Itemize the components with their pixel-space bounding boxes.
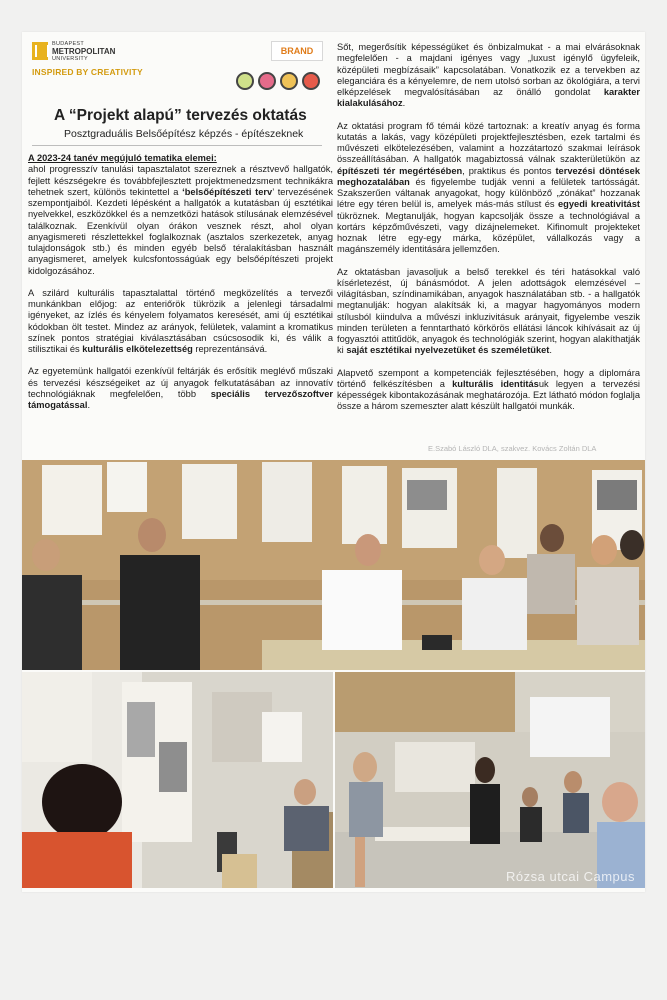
text-run: Alapvető szempont a kompetenciák fejlesztésében, hogy a diplomára történő felkészítésben a (337, 367, 640, 389)
bold-text: tervezési döntések meghozatalában (337, 165, 640, 187)
text-run: uk legyen a tervezési képességek kibontakozásának meghatározója. Ezt látható módon foglalja össze a három szemeszter alatt készült hallgatói munkák. (337, 378, 640, 412)
brand-circles-graphic (234, 68, 326, 96)
bold-text: speciális tervezőszoftver támogatással (28, 388, 333, 410)
text-run: A szilárd kulturális tapasztalattal történő megközelítés a tervezői munkánkban előjog: az enteriőrök tükrözik a jelenlegi társadalmi igényeket, az ízlés és kényelem folyamatos keresését, ami új esztétikai kódokban ölt testet. Mindez az arányok, felületek, valamint a kromatikus színek pontos stratégiai kiválasztásában csúcsosodik ki, és válik a stilisztikai és (28, 287, 333, 354)
page-subtitle: Posztgraduális Belsőépítész képzés - építészeknek (64, 128, 304, 140)
section-heading: A 2023-24 tanév megújuló tematika elemei: (28, 153, 217, 163)
circle-icon (236, 72, 254, 90)
text-run: ’ tervezésének szempontjaiból. Kezdeti lépésként a hallgatók a kutatásban új esztétikai nyelvekkel, eszközökkel és a nemzetközi hatások stílusának elemzésével találkoznak. Ezenkívül olyan órákon vesznek részt, ahol olyan anyagismereti részlettekkel foglalkoznak (asztalos szerkezetek, anyag tulajdonságok stb.) és minden egyéb belső téralakításban használt anyagismeret, amelyek kulcsfontosságúak egy belsőépítészeti projekt kidolgozásához. (28, 186, 333, 276)
text-run: . (87, 400, 91, 410)
bold-text: kulturális identitás (452, 378, 539, 389)
circle-icon (258, 72, 276, 90)
bold-text: építészeti tér megértésében (337, 165, 463, 176)
text-run: és figyelembe tudják venni a felületek tartósságát. Szakszerűen váltanak anyagokat, hogy különböző „zónákat” hozzanak létre egy téren belül is, amelyek más-más stílust és (337, 176, 640, 210)
photo-watermark: Rózsa utcai Campus (506, 869, 635, 884)
right-text-column (337, 42, 640, 424)
text-run: , praktikus és pontos (462, 165, 556, 176)
paragraph (337, 42, 640, 110)
title-divider (32, 145, 322, 146)
university-logo-mark-icon (32, 42, 48, 60)
studio-photo-right (335, 672, 645, 888)
university-logo (32, 40, 143, 80)
paragraph (337, 121, 640, 256)
bold-text: saját esztétikai nyelvezetüket és személetüket (346, 345, 550, 356)
left-text-column (28, 153, 333, 422)
bold-text: karakter kialakulásához (337, 87, 640, 109)
text-run: Az oktatásban javasoljuk a belső terekkel és téri hatásokkal való kísérletezést, új bánásmódot. A jelen adottságok elemzésével – világításban, színdinamikában, anyagok használatában stb. - a hallgatók megtanulják: hogyan alakítsák ki, a magyar hagyományos modern stílusból kiindulva a művészi inkluzivitásuk arányait, figyelembe veszik minden területen a fenntartható körkörös ellátási láncok kihívásait az új fogyasztói attitűdök, anyagok és technológiák szerint, hogyan alakíthatják ki (337, 266, 640, 356)
poster (22, 32, 645, 892)
author-credit: E.Szabó László DLA, szakvez. Kovács Zoltán DLA (428, 444, 597, 453)
circle-icon (302, 72, 320, 90)
classroom-photo-illustration (22, 460, 645, 670)
studio-photo-left-illustration (22, 672, 333, 888)
paragraph (337, 267, 640, 357)
bold-text: egyedi kreativitást (558, 199, 640, 210)
logo-line-metropolitan: METROPOLITAN (52, 47, 116, 56)
text-run: Sőt, megerősítik képességüket és önbizalmukat - a mai elvárásoknak megfelelően - a majdani igényes vagy „luxust igénylő ügyfeleik, középületi megbízásaik” kapcsolatában. Vonatkozik ez a tervekben az eleganciára és a kényelemre, de nem utolsó sorban az ökológiára, a tervi elképzelések megvalósításában az önálló gondolat (337, 42, 640, 97)
text-run: . (402, 98, 406, 109)
text-run: Az oktatási program fő témái közé tartoznak: a kreatív anyag és forma kutatás a lakás, vagy középületi projektfejlesztésben, ezek tartalmi és művészeti elkötelezésében, valamint a hozzátartozó szakmai leírások összeállításában. A hallgatók magabiztossá válnak szakterületükön az (337, 120, 640, 165)
text-run: Az egyetemünk hallgatói ezenkívül feltárják és erősítik meglévő műszaki és tervezési készségeiket az új anyagok felkutatásában az innovatív technológiáknak megfelelően, több (28, 366, 333, 399)
text-run: . (549, 345, 552, 356)
text-run: reprezentánsává. (192, 344, 268, 354)
text-run: ahol progresszív tanulási tapasztalatot szereznek a résztvevő hallgatók, fejlett készségekre és továbbfejlesztett projektmenedzsment technikákra tehetnek szert, különös tekintettel a (28, 164, 333, 197)
logo-line-budapest: BUDAPEST (52, 41, 85, 47)
paragraph (28, 288, 333, 356)
logo-tagline: INSPIRED BY CREATIVITY (32, 67, 143, 77)
studio-photo-left (22, 672, 333, 888)
bold-text: ‘belsőépítészeti terv (182, 186, 273, 197)
studio-photo-right-illustration (335, 672, 645, 888)
paragraph (28, 366, 333, 411)
circle-icon (280, 72, 298, 90)
page-title: A “Projekt alapú” tervezés oktatás (54, 107, 307, 124)
paragraph (28, 153, 333, 277)
text-run: tükröznek. Megtanulják, hogyan kapcsolják össze a technológiával a kortárs képzőművészeti, vagy dizájnelemeket. Kifinomult projekteket hoznak létre egy-egy márka, középület, vállalkozás vagy a magánszemély identitására jellemzően. (337, 210, 640, 255)
paragraph (337, 368, 640, 413)
brand-logo: BRAND (271, 41, 323, 61)
bold-text: kulturális elkötelezettség (82, 344, 193, 354)
logo-line-university: UNIVERSITY (52, 56, 89, 62)
classroom-photo (22, 460, 645, 670)
